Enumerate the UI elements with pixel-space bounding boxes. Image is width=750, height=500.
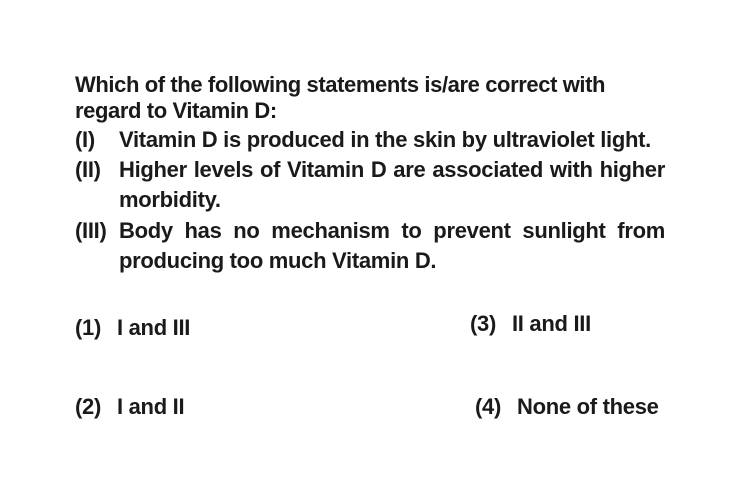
statement-text: Vitamin D is produced in the skin by ultraviolet light.: [119, 127, 651, 152]
option-text: None of these: [517, 394, 659, 419]
statement-number: (II): [75, 157, 101, 182]
option-2[interactable]: [75, 394, 184, 420]
option-1[interactable]: [75, 315, 190, 341]
option-4[interactable]: [475, 394, 659, 420]
option-text: I and II: [117, 394, 185, 419]
statement-text: Higher levels of Vitamin D are associated with higher morbidity.: [119, 157, 665, 212]
option-text: I and III: [117, 315, 191, 340]
option-number: (3): [470, 311, 496, 336]
statement-ii: [75, 155, 665, 215]
statement-text: Body has no mechanism to prevent sunlight from producing too much Vitamin D.: [119, 218, 665, 273]
option-3[interactable]: [470, 311, 591, 337]
statement-number: (III): [75, 218, 107, 243]
option-number: (2): [75, 394, 101, 419]
statement-i: [75, 125, 665, 155]
option-number: (4): [475, 394, 501, 419]
question-stem: Which of the following statements is/are correct with regard to Vitamin D:: [75, 72, 606, 123]
statement-iii: [75, 216, 665, 276]
option-number: (1): [75, 315, 101, 340]
option-text: II and III: [512, 311, 591, 336]
statement-number: (I): [75, 127, 95, 152]
